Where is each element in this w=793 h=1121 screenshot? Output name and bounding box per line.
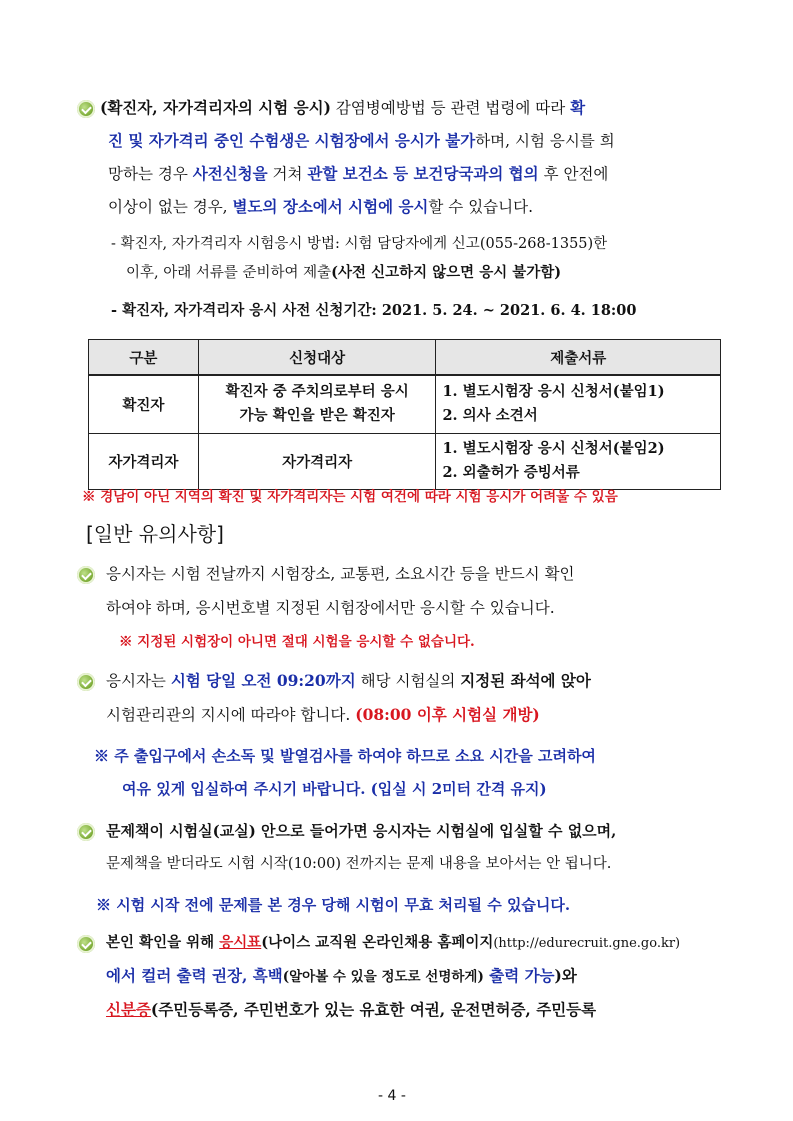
check-bullet-icon — [77, 673, 95, 691]
check-bullet-icon — [77, 566, 95, 584]
table-row — [89, 375, 721, 433]
target-cell: 확진자 중 주치의로부터 응시 가능 확인을 받은 확진자 — [198, 375, 436, 433]
section1-line3: 망하는 경우 사전신청을 거쳐 관할 보건소 등 보건당국과의 협의 후 안전에 — [108, 164, 609, 183]
general-item2-line1: 응시자는 시험 당일 오전 09:20까지 해당 시험실의 지정된 좌석에 앉아 — [106, 671, 591, 690]
table-header-cell: 제출서류 — [436, 340, 721, 376]
section1-line1: (확진자, 자가격리자의 시험 응시) 감염병예방법 등 관련 법령에 따라 확 — [100, 98, 586, 117]
general-item4-line2: 에서 컬러 출력 권장, 흑백(알아볼 수 있을 정도로 선명하게) 출력 가능)와 — [106, 966, 577, 985]
table-note: ※ 경남이 아닌 지역의 확진 및 자가격리자는 시험 여건에 따라 시험 응시가 어려울 수 있음 — [82, 489, 618, 505]
general-item1-line1: 응시자는 시험 전날까지 시험장소, 교통편, 소요시간 등을 반드시 확인 — [106, 565, 575, 583]
general-note2-line1: ※ 주 출입구에서 손소독 및 발열검사를 하여야 하므로 소요 시간을 고려하여 — [94, 747, 596, 765]
table-header-cell: 구분 — [89, 340, 199, 376]
documents-cell: 1. 별도시험장 응시 신청서(붙임1) 2. 의사 소견서 — [436, 375, 721, 433]
section1-sub1-line1: - 확진자, 자가격리자 시험응시 방법: 시험 담당자에게 신고(055-268-1355)한 — [111, 236, 608, 252]
general-heading: [일반 유의사항] — [86, 522, 224, 546]
check-bullet-icon — [77, 935, 95, 953]
check-bullet-icon — [77, 100, 95, 118]
section1-sub2: - 확진자, 자가격리자 응시 사전 신청기간: 2021. 5. 24. ~ 2021. 6. 4. 18:00 — [111, 302, 637, 319]
general-note2-line2: 여유 있게 입실하여 주시기 바랍니다. (입실 시 2미터 간격 유지) — [122, 780, 547, 798]
table-header-row — [89, 340, 721, 376]
table-header-cell: 신청대상 — [198, 340, 436, 376]
documents-cell: 1. 별도시험장 응시 신청서(붙임2) 2. 외출허가 증빙서류 — [436, 433, 721, 489]
general-note3: ※ 시험 시작 전에 문제를 본 경우 당해 시험이 무효 처리될 수 있습니다. — [96, 896, 571, 914]
category-cell: 확진자 — [89, 375, 199, 433]
section1-line4: 이상이 없는 경우, 별도의 장소에서 시험에 응시할 수 있습니다. — [108, 197, 534, 216]
general-item3-line1: 문제책이 시험실(교실) 안으로 들어가면 응시자는 시험실에 입실할 수 없으며, — [106, 822, 617, 840]
general-item1-line2: 하여야 하며, 응시번호별 지정된 시험장에서만 응시할 수 있습니다. — [106, 599, 555, 617]
page-number: - 4 - — [378, 1088, 406, 1104]
target-cell: 자가격리자 — [198, 433, 436, 489]
category-cell: 자가격리자 — [89, 433, 199, 489]
general-item3-line2: 문제책을 받더라도 시험 시작(10:00) 전까지는 문제 내용을 보아서는 안 됩니다. — [106, 856, 612, 872]
general-item2-line2: 시험관리관의 지시에 따라야 합니다. (08:00 이후 시험실 개방) — [106, 705, 540, 724]
general-note1: ※ 지정된 시험장이 아니면 절대 시험을 응시할 수 없습니다. — [119, 634, 475, 650]
section1-line2: 진 및 자가격리 중인 수험생은 시험장에서 응시가 불가하며, 시험 응시를 희 — [108, 131, 615, 150]
table-row — [89, 433, 721, 489]
general-item4-line3: 신분증(주민등록증, 주민번호가 있는 유효한 여권, 운전면허증, 주민등록 — [106, 1000, 597, 1019]
general-item4-line1: 본인 확인을 위해 응시표(나이스 교직원 온라인채용 홈페이지(http://edurecruit.gne.go.kr) — [106, 934, 681, 951]
application-table — [88, 339, 721, 490]
check-bullet-icon — [77, 823, 95, 841]
section1-sub1-line2: 이후, 아래 서류를 준비하여 제출(사전 신고하지 않으면 응시 불가함) — [126, 264, 562, 281]
